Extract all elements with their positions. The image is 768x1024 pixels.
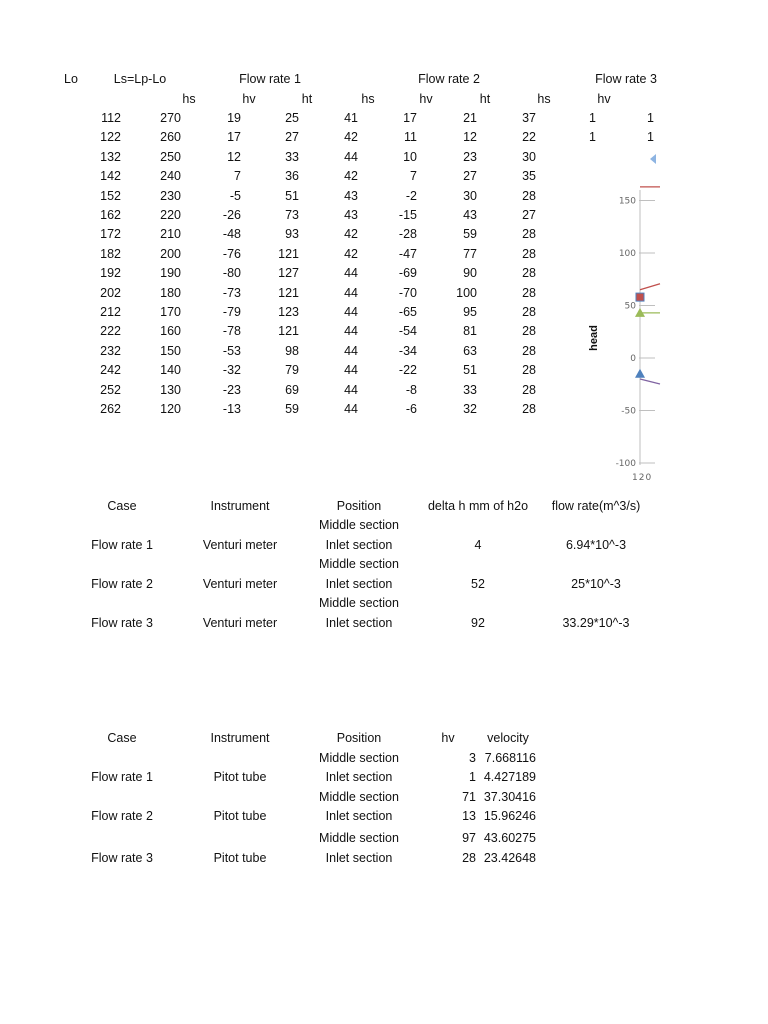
table1-cell: 11 [404,130,417,145]
t2-r1-instrument: Venturi meter [202,538,278,552]
table1-cell: 28 [522,305,536,319]
table1-cell: 42 [344,246,358,261]
table1-cell: 59 [285,402,299,416]
table1-cell: 33 [285,149,299,164]
table1-cell: 28 [522,246,536,261]
t3-header-position: Position [336,731,382,745]
table1-cell: 112 [101,111,121,125]
table1-cell: 51 [285,188,299,203]
subheader-hv-1: hv [242,92,256,106]
table1-cell: 51 [463,363,477,378]
subheader-hs-1: hs [182,92,196,106]
table1-cell: 17 [227,130,241,145]
t3-r1-middle-hv: 3 [469,751,476,765]
table1-cell: 44 [344,343,358,358]
subheader-hs-3: hs [537,92,551,106]
table1-cell: 140 [160,363,181,378]
t3-r3-case: Flow rate 3 [91,851,153,865]
table1-cell: 30 [463,188,477,203]
t2-r2-middle: Middle section [319,557,399,571]
table1-cell: 122 [100,130,121,145]
header-flow-rate-2: Flow rate 2 [418,72,480,86]
t3-r1-inlet-velocity: 4.427189 [483,770,536,784]
table1-cell: 32 [463,402,477,416]
table1-cell: 44 [344,402,358,416]
table1-cell: 27 [285,130,299,145]
table1-cell: 121 [278,285,299,300]
table1-cell: -15 [398,208,417,222]
head-chart-svg [580,150,768,490]
chart-y-tick-label: 50 [624,301,636,312]
table1-cell: 27 [463,169,477,184]
t2-r2-inlet: Inlet section [325,577,393,591]
table1-cell: -73 [222,285,241,300]
table1-cell: 28 [522,343,536,358]
chart-x-tick-label: 120 [632,473,653,483]
table1-cell: 43 [344,208,358,222]
table1-cell: 21 [463,111,477,125]
table1-cell: 100 [456,285,477,300]
t2-r2-case: Flow rate 2 [91,577,153,591]
table1-cell: 28 [522,285,536,300]
table1-cell: 262 [100,402,121,416]
table1-cell: -78 [222,324,241,339]
table1-cell: 1 [647,111,654,125]
t3-r2-middle: Middle section [319,790,399,804]
table1-cell: 202 [100,285,121,300]
table1-cell: 93 [285,227,299,242]
t3-r3-instrument: Pitot tube [213,851,267,865]
t3-r1-instrument: Pitot tube [213,770,267,784]
table1-cell: 250 [160,149,181,164]
t3-r2-middle-hv: 71 [462,790,476,804]
table1-cell: 41 [344,111,358,125]
table1-cell: 44 [344,266,358,281]
subheader-hv-3: hv [597,92,611,106]
chart-marker-top [650,154,656,164]
t3-r1-inlet-hv: 1 [469,770,476,784]
t3-r3-middle-hv: 97 [462,831,476,845]
header-ls: Ls=Lp-Lo [113,72,167,86]
chart-y-tick-label: 150 [618,196,636,207]
table1-cell: -53 [222,343,241,358]
table1-cell: 17 [403,111,417,125]
table1-cell: 210 [160,227,181,242]
table1-cell: 79 [285,363,299,378]
chart-series-line [640,379,660,384]
table1-cell: 95 [463,305,477,319]
table1-cell: 19 [227,111,241,125]
table1-cell: 28 [522,382,536,397]
table1-cell: -34 [398,343,417,358]
subheader-ht-1: ht [301,92,313,106]
table1-cell: 252 [100,382,121,397]
table1-cell: 172 [100,227,121,242]
subheader-ht-2: ht [479,92,491,106]
table1-cell: 43 [344,188,358,203]
t2-r3-instrument: Venturi meter [202,616,278,630]
table1-cell: 28 [522,188,536,203]
t3-r1-inlet: Inlet section [325,770,393,784]
table1-cell: 81 [463,324,477,339]
subheader-hs-2: hs [361,92,375,106]
table1-cell: 23 [463,149,477,164]
table1-cell: -69 [398,266,417,281]
table1-cell: 90 [463,266,477,281]
table1-cell: 42 [344,227,358,242]
table1-cell: 260 [160,130,181,145]
t2-r3-delta: 92 [471,616,485,630]
table1-cell: -5 [229,188,241,203]
table1-cell: -54 [398,324,417,339]
table1-cell: 192 [100,266,121,281]
t3-header-hv: hv [441,731,455,745]
table1-cell: 142 [100,169,121,184]
table1-cell: 127 [278,266,299,281]
chart-marker-square [636,293,644,301]
table1-cell: 132 [100,149,121,164]
t2-header-instrument: Instrument [210,499,270,513]
table1-cell: 180 [160,285,181,300]
t3-r2-inlet-velocity: 15.96246 [483,809,536,823]
table1-cell: 200 [160,246,181,261]
t2-r1-inlet: Inlet section [325,538,393,552]
table1-cell: 162 [100,208,121,222]
table1-cell: 7 [234,169,241,184]
table1-cell: 10 [403,149,417,164]
table1-cell: 130 [160,382,181,397]
table1-cell: 22 [522,130,536,145]
chart-y-tick-label: 100 [618,249,636,259]
t2-header-case: Case [107,499,137,513]
header-lo: Lo [64,72,78,86]
table1-cell: 30 [522,149,536,164]
table1-cell: -23 [222,382,241,397]
table1-cell: 73 [285,208,299,222]
table1-cell: 28 [522,266,536,281]
table1-cell: 1 [589,111,596,125]
t3-r1-case: Flow rate 1 [91,770,153,784]
table1-cell: 270 [160,111,181,125]
subheader-hv-2: hv [419,92,433,106]
table1-cell: 44 [344,149,358,164]
table1-cell: 44 [344,382,358,397]
table1-cell: 59 [463,227,477,242]
table1-cell: -13 [222,402,241,416]
table1-cell: 190 [160,266,181,281]
table1-cell: -26 [222,208,241,222]
t2-header-delta-h: delta h mm of h2o [427,499,529,513]
table1-cell: 12 [227,149,241,164]
t3-r1-middle-velocity: 7.668116 [484,751,536,765]
table1-cell: 77 [463,246,477,261]
table1-cell: -47 [398,246,417,261]
t2-r3-case: Flow rate 3 [91,616,153,630]
t2-r3-flow: 33.29*10^-3 [562,616,630,630]
t3-r2-case: Flow rate 2 [91,809,153,823]
table1-cell: 28 [522,324,536,339]
t2-r2-instrument: Venturi meter [202,577,278,591]
table1-cell: 150 [160,343,181,358]
table1-cell: -28 [398,227,417,242]
chart-y-axis-label: head [588,325,600,351]
header-flow-rate-3: Flow rate 3 [595,72,657,86]
table1-cell: -80 [222,266,241,281]
table1-cell: -22 [398,363,417,378]
t3-header-case: Case [107,731,137,745]
table1-cell: 232 [100,343,121,358]
table1-cell: 27 [522,208,536,222]
table1-cell: 33 [463,382,477,397]
table1-cell: 212 [100,305,121,319]
header-flow-rate-1: Flow rate 1 [239,72,301,86]
t3-r2-instrument: Pitot tube [213,809,267,823]
table1-cell: 120 [160,402,181,416]
t2-header-flow-rate: flow rate(m^3/s) [551,499,641,513]
table1-cell: -8 [405,382,417,397]
table1-cell: -70 [398,285,417,300]
t2-r1-middle: Middle section [319,518,399,532]
table1-cell: 220 [160,208,181,222]
table1-cell: 37 [522,111,536,125]
table1-cell: -2 [405,188,417,203]
chart-series-line [640,284,660,290]
table1-cell: 28 [522,363,536,378]
table1-cell: 44 [344,324,358,339]
t3-r1-middle: Middle section [319,751,399,765]
table1-cell: 43 [463,208,477,222]
table1-cell: -48 [222,227,241,242]
table1-cell: 121 [278,324,299,339]
table1-cell: 69 [285,382,299,397]
t2-r1-delta: 4 [474,538,482,552]
table1-cell: 240 [160,169,181,184]
table1-cell: -76 [222,246,241,261]
chart-y-tick-label: -100 [615,459,636,469]
table1-cell: 36 [285,169,299,184]
t2-r3-middle: Middle section [319,596,399,610]
table1-cell: 152 [100,188,121,203]
table1-cell: 123 [278,305,299,319]
table1-cell: 222 [100,324,121,339]
table1-cell: 44 [344,285,358,300]
table1-cell: 170 [160,305,181,319]
t3-r3-inlet-velocity: 23.42648 [483,851,536,865]
t3-r3-middle: Middle section [319,831,399,845]
table1-cell: -32 [222,363,241,378]
t2-header-position: Position [336,499,382,513]
t3-r2-inlet-hv: 13 [462,809,476,823]
table1-cell: -65 [398,305,417,319]
t2-r1-case: Flow rate 1 [91,538,153,552]
table1-cell: 42 [344,169,358,184]
table1-cell: 12 [463,130,477,145]
table1-cell: 1 [647,130,654,145]
table1-cell: 63 [463,343,477,358]
table1-cell: 1 [589,130,596,145]
table1-cell: 182 [100,246,121,261]
t3-header-instrument: Instrument [210,731,270,745]
table1-cell: -79 [222,305,241,319]
table1-cell: 44 [344,305,358,319]
table1-cell: 7 [410,169,417,184]
table1-cell: 98 [285,343,299,358]
t3-r2-inlet: Inlet section [325,809,393,823]
t2-r3-inlet: Inlet section [325,616,393,630]
chart-y-tick-label: 0 [630,354,636,364]
table1-cell: 242 [100,363,121,378]
table1-cell: 28 [522,227,536,242]
table1-cell: 44 [344,363,358,378]
table1-cell: 160 [160,324,181,339]
t3-r3-inlet-hv: 28 [462,851,476,865]
chart-marker-triangle [635,369,645,378]
table1-cell: 35 [522,169,536,184]
table1-cell: 121 [278,246,299,261]
t2-r2-flow: 25*10^-3 [571,577,621,591]
t2-r1-flow: 6.94*10^-3 [565,538,627,552]
table1-cell: 28 [522,402,536,416]
t3-header-velocity: velocity [487,731,529,745]
table1-cell: 230 [160,188,181,203]
table1-cell: 25 [285,111,299,125]
chart-y-tick-label: -50 [621,406,636,417]
t3-r2-middle-velocity: 37.30416 [483,790,536,804]
t3-r3-inlet: Inlet section [325,851,393,865]
table1-cell: 42 [344,130,358,145]
t2-r2-delta: 52 [471,577,485,591]
head-chart [580,150,768,490]
table1-cell: -6 [405,402,417,416]
t3-r3-middle-velocity: 43.60275 [483,831,536,845]
